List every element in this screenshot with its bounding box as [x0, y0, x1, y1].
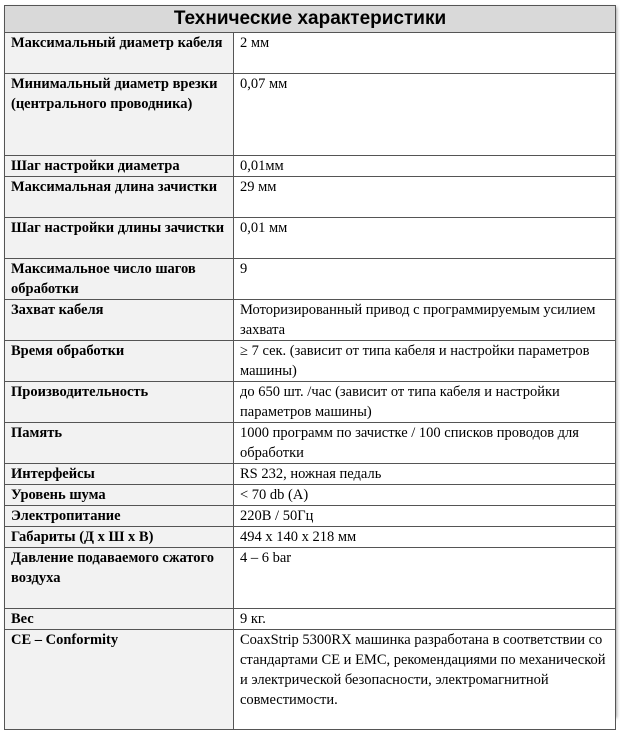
row-value: 29 мм	[234, 177, 616, 218]
row-label: Давление подаваемого сжатого воздуха	[5, 548, 234, 609]
row-value: ≥ 7 сек. (зависит от типа кабеля и настройки параметров машины)	[234, 341, 616, 382]
table-row	[5, 609, 616, 630]
table-row	[5, 630, 616, 730]
row-label: Интерфейсы	[5, 464, 234, 485]
row-value: 494 x 140 x 218 мм	[234, 527, 616, 548]
row-label: Время обработки	[5, 341, 234, 382]
row-label: Производительность	[5, 382, 234, 423]
spec-sheet	[4, 5, 615, 716]
table-row	[5, 485, 616, 506]
row-value: 4 – 6 bar	[234, 548, 616, 609]
row-label: Уровень шума	[5, 485, 234, 506]
row-value: до 650 шт. /час (зависит от типа кабеля и настройки параметров машины)	[234, 382, 616, 423]
table-row	[5, 156, 616, 177]
table-row	[5, 527, 616, 548]
row-label: Шаг настройки длины зачистки	[5, 218, 234, 259]
table-row	[5, 506, 616, 527]
row-label: Максимальная длина зачистки	[5, 177, 234, 218]
row-label: Электропитание	[5, 506, 234, 527]
table-row	[5, 218, 616, 259]
row-value: 0,01 мм	[234, 218, 616, 259]
row-value: 9	[234, 259, 616, 300]
row-value: RS 232, ножная педаль	[234, 464, 616, 485]
table-row	[5, 548, 616, 609]
spec-table	[4, 5, 616, 730]
row-label: Вес	[5, 609, 234, 630]
row-value: 0,01мм	[234, 156, 616, 177]
row-value: 2 мм	[234, 33, 616, 74]
row-value: CoaxStrip 5300RX машинка разработана в соответствии со стандартами CE и EMC, рекомендациями по механической и электрической безопасности, электромагнитной совместимости.	[234, 630, 616, 730]
row-value: 9 кг.	[234, 609, 616, 630]
row-label: Габариты (Д x Ш x В)	[5, 527, 234, 548]
row-label: Минимальный диаметр врезки (центрального проводника)	[5, 74, 234, 156]
row-label: Шаг настройки диаметра	[5, 156, 234, 177]
table-row	[5, 259, 616, 300]
row-label: Максимальное число шагов обработки	[5, 259, 234, 300]
table-row	[5, 423, 616, 464]
table-row	[5, 464, 616, 485]
table-row	[5, 177, 616, 218]
row-value: 0,07 мм	[234, 74, 616, 156]
table-row	[5, 74, 616, 156]
row-label: Память	[5, 423, 234, 464]
row-value: 1000 программ по зачистке / 100 списков проводов для обработки	[234, 423, 616, 464]
table-row	[5, 33, 616, 74]
row-label: Захват кабеля	[5, 300, 234, 341]
row-value: < 70 db (A)	[234, 485, 616, 506]
table-title: Технические характеристики	[5, 6, 616, 33]
row-value: Моторизированный привод с программируемым усилием захвата	[234, 300, 616, 341]
table-row	[5, 341, 616, 382]
table-row	[5, 300, 616, 341]
row-value: 220В / 50Гц	[234, 506, 616, 527]
row-label: Максимальный диаметр кабеля	[5, 33, 234, 74]
table-header-row	[5, 6, 616, 33]
row-label: CE – Conformity	[5, 630, 234, 730]
table-row	[5, 382, 616, 423]
